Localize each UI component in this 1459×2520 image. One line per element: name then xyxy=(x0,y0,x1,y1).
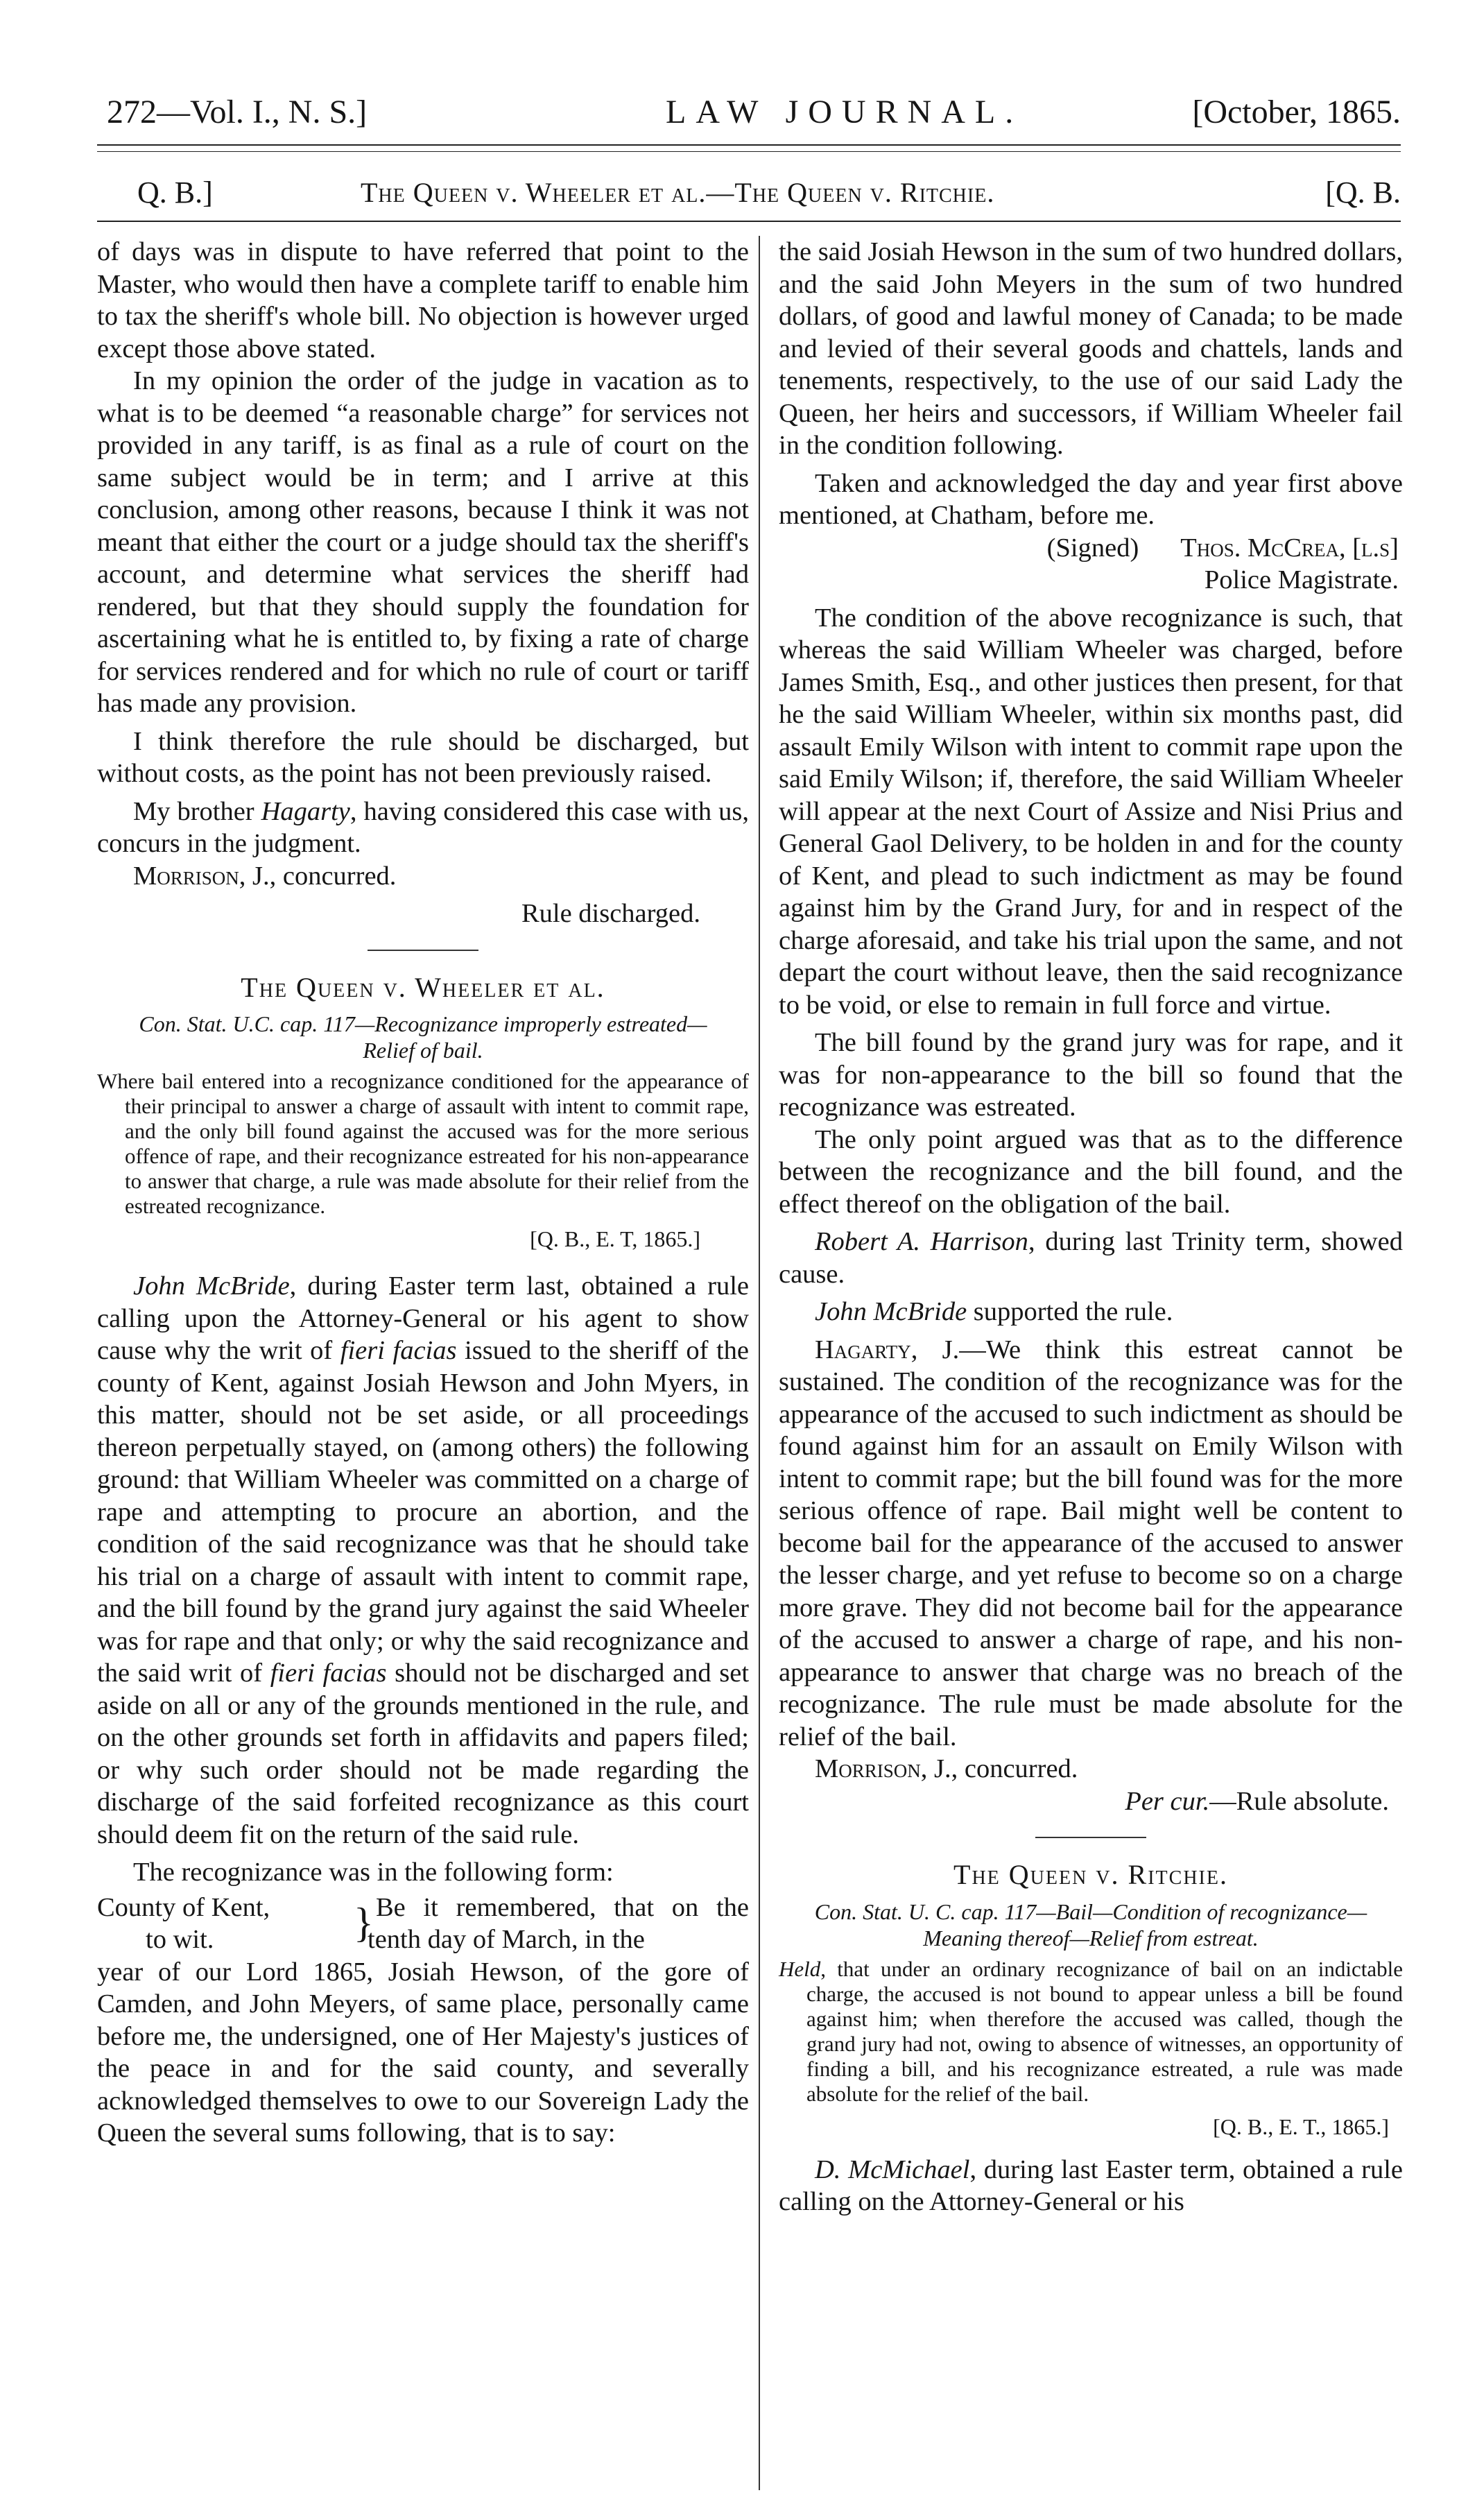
venue-row xyxy=(97,1892,749,1956)
form-body: year of our Lord 1865, Josiah Hewson, of the gore of Camden, and John Meyers, of same place, personally came before me, the undersigned, one of Her Majesty's justices of the peace in and for the said county, and severally acknowledged themselves to owe to our Sovereign Lady the Queen the several sums following, that is to say: xyxy=(97,1957,749,2148)
headnote xyxy=(779,1957,1403,2107)
paragraph xyxy=(779,1226,1403,1290)
form-opening: Be it remembered, that on the tenth day of March, in the xyxy=(368,1892,749,1954)
paragraph: the said Josiah Hewson in the sum of two hundred dollars, and the said John Meyers in the sum of two hundred dollars, of good and lawful money of Canada; to be made and levied of their several goods and chattels, lands and tenements, respectively, to the use of our said Lady the Queen, her heirs and successors, if William Wheeler fail in the condition following. xyxy=(779,237,1403,460)
paragraph xyxy=(97,860,749,893)
case-citation: [Q. B., E. T., 1865.] xyxy=(1213,2114,1389,2139)
text: , J., concurred. xyxy=(239,861,397,891)
paragraph: The condition of the above recognizance is such, that whereas the said William Wheeler was charged, before James Smith, Esq., and other justices then present, for that he the said William Wheeler, within six months past, did assault Emily Wilson with intent to commit rape upon the said Emily Wilson; if, therefore, the said William Wheeler will appear at the next Court of Assize and Nisi Prius and General Gaol Delivery, to be holden in and for the county of Kent, and plead to such indictment as may be found against him by the Grand Jury, for and in respect of the charge aforesaid, and take his trial upon the same, and not depart the court without leave, then the said recognizance to be void, or else to remain in full force and virtue. xyxy=(779,603,1403,1020)
text: , that under an ordinary recognizance of bail on an indictable charge, the accused is not bound to appear unless a bill be found against him; when therefore the accused was called, though the grand jury had not, owing to absence of witnesses, an opportunity of finding a bill, and his recognizance estreated, a rule was made absolute for the relief of the bail. xyxy=(806,1956,1403,2106)
disposition xyxy=(779,1785,1403,1818)
text: , J., concurred. xyxy=(920,1754,1078,1783)
court-right: [Q. B. xyxy=(1325,175,1401,209)
paragraph: I think therefore the rule should be discharged, but without costs, as the point has not been previously raised. xyxy=(97,726,749,788)
header-rule xyxy=(97,144,1401,146)
venue-to-wit: to wit. xyxy=(146,1925,214,1954)
journal-title: LAW JOURNAL. xyxy=(666,94,1024,130)
text: , J.—We think this estreat cannot be sustained. The condition of the recognizance was for the appearance of the accused to such indictment as should be found against him for an assault on Emily Wilson with intent to commit rape; but the bill found was for the more serious offence of rape. Bail might well be content to become bail for the appearance of the accused to answer the lesser charge, and yet refuse to become so on a charge more grave. They did not become bail for the appearance of the accused to answer a charge of rape, and his non-appearance to answer that charge was no breach of the recognizance. The rule must be made absolute for the relief of the bail. xyxy=(779,1335,1403,1751)
signer-title: Police Magistrate. xyxy=(1204,565,1399,594)
case-title: The Queen v. Ritchie. xyxy=(953,1859,1228,1890)
running-header xyxy=(97,83,1401,139)
page-number-volume: 272—Vol. I., N. S.] xyxy=(107,94,368,130)
judge-name: Hagarty xyxy=(261,796,350,826)
signed-label: (Signed) xyxy=(1046,533,1139,563)
text: supported the rule. xyxy=(967,1297,1173,1326)
writ-name: fieri facias xyxy=(340,1336,457,1365)
case-names: The Queen v. Wheeler et al.—The Queen v. Ritchie. xyxy=(361,177,995,208)
judge-name: Morrison xyxy=(133,861,239,891)
text: , during Easter term last, obtained a rule calling upon the Attorney-General or his agent to show cause why the writ of xyxy=(97,1271,749,1365)
case-title: The Queen v. Wheeler et al. xyxy=(241,971,605,1003)
paragraph: The only point argued was that as to the difference between the recognizance and the bill found, and the effect thereof on the obligation of the bail. xyxy=(779,1124,1403,1219)
paragraph: The bill found by the grand jury was for rape, and it was for non-appearance to the bill so found that the recognizance was estreated. xyxy=(779,1028,1403,1122)
paragraph xyxy=(779,1334,1403,1754)
paragraph: Taken and acknowledged the day and year first above mentioned, at Chatham, before me. xyxy=(779,468,1403,530)
judge-name: Morrison xyxy=(815,1754,921,1783)
statute-note: Con. Stat. U. C. cap. 117—Bail—Condition of recognizance—Meaning thereof—Relief from estreat. xyxy=(814,1898,1367,1951)
case-header xyxy=(97,172,1401,214)
left-column xyxy=(97,236,749,2150)
text: issued to the sheriff of the county of Kent, against Josiah Hewson and John Myers, in this matter, should not be set aside, or all proceedings thereon perpetually stayed, on (among others) the following ground: that William Wheeler was committed on a charge of rape and attempting to procure an abortion, and the condition of the said recognizance was that he should take his trial on a charge of assault with intent to commit rape, and the bill found by the grand jury against the said Wheeler was for rape and that only; or why the said recognizance and the said writ of xyxy=(97,1336,749,1688)
signer-name: Thos. McCrea, [l.s] xyxy=(1180,533,1399,563)
subheader-rule xyxy=(97,221,1401,222)
paragraph: of days was in dispute to have referred that point to the Master, who would then have a complete tariff to enable him to tax the sheriff's whole bill. No objection is however urged except those above stated. xyxy=(97,237,749,363)
brace: } xyxy=(354,1899,374,1946)
recognizance-form xyxy=(97,1892,749,2150)
text: My brother xyxy=(133,796,261,826)
text: , having considered this case with us, concurs in the judgment. xyxy=(97,796,749,858)
text: , during last Easter term, obtained a rule calling on the Attorney-General or his xyxy=(779,2154,1403,2216)
writ-name: fieri facias xyxy=(270,1658,387,1688)
headnote: Where bail entered into a recognizance conditioned for the appearance of their principal to answer a charge of assault with intent to commit rape, and the only bill found against the accused was for the more serious offence of rape, and their recognizance estreated for his non-appearance to answer that charge, a rule was made absolute for their relief from the estreated recognizance. xyxy=(97,1069,749,1218)
section-separator xyxy=(1035,1837,1146,1838)
case-citation: [Q. B., E. T, 1865.] xyxy=(530,1226,700,1251)
paragraph xyxy=(97,796,749,860)
counsel-name: John McBride xyxy=(815,1297,967,1326)
paragraph xyxy=(779,2154,1403,2218)
issue-date: [October, 1865. xyxy=(1192,94,1401,130)
per-curiam: Per cur. xyxy=(1125,1786,1210,1816)
text: should not be discharged and set aside on all or any of the grounds mentioned in the rule, and on the other grounds set forth in affidavits and papers filed; or why such order should not be made regarding the discharge of the said forfeited recognizance as this court should deem fit on the return of the said rule. xyxy=(97,1658,750,1849)
section-separator xyxy=(368,950,478,951)
counsel-name: John McBride xyxy=(133,1271,290,1301)
counsel-name: Robert A. Harrison xyxy=(815,1227,1028,1256)
venue-county: County of Kent, xyxy=(97,1892,270,1922)
court-left: Q. B.] xyxy=(137,175,213,209)
venue xyxy=(97,1892,354,1956)
held-label: Held xyxy=(779,1956,821,1981)
header-rule-thin xyxy=(97,151,1401,152)
paragraph: The recognizance was in the following form: xyxy=(133,1858,614,1887)
text: —Rule absolute. xyxy=(1209,1786,1389,1816)
paragraph xyxy=(97,1270,749,1851)
paragraph xyxy=(779,1753,1403,1785)
text: , during last Trinity term, showed cause. xyxy=(779,1227,1403,1289)
counsel-name: D. McMichael xyxy=(815,2154,970,2184)
paragraph: In my opinion the order of the judge in vacation as to what is to be deemed “a reasonable charge” for services not provided in any tariff, is as final as a rule of court on the same subject would be in term; and I arrive at this conclusion, among other reasons, because I think it was not meant that either the court or a judge should tax the sheriff's account, and determine what services the sheriff had rendered, but that they should supply the foundation for ascertaining what he is entitled to, by fixing a rate of charge for services rendered and for which no rule of court or tariff has made any provision. xyxy=(97,366,749,718)
paragraph xyxy=(779,1296,1403,1328)
disposition: Rule discharged. xyxy=(521,899,700,928)
statute-note: Con. Stat. U.C. cap. 117—Recognizance improperly estreated—Relief of bail. xyxy=(139,1011,707,1063)
right-column xyxy=(779,236,1403,2218)
judge-name: Hagarty xyxy=(815,1335,911,1364)
column-divider xyxy=(759,236,760,2490)
signature-block xyxy=(779,532,1403,565)
